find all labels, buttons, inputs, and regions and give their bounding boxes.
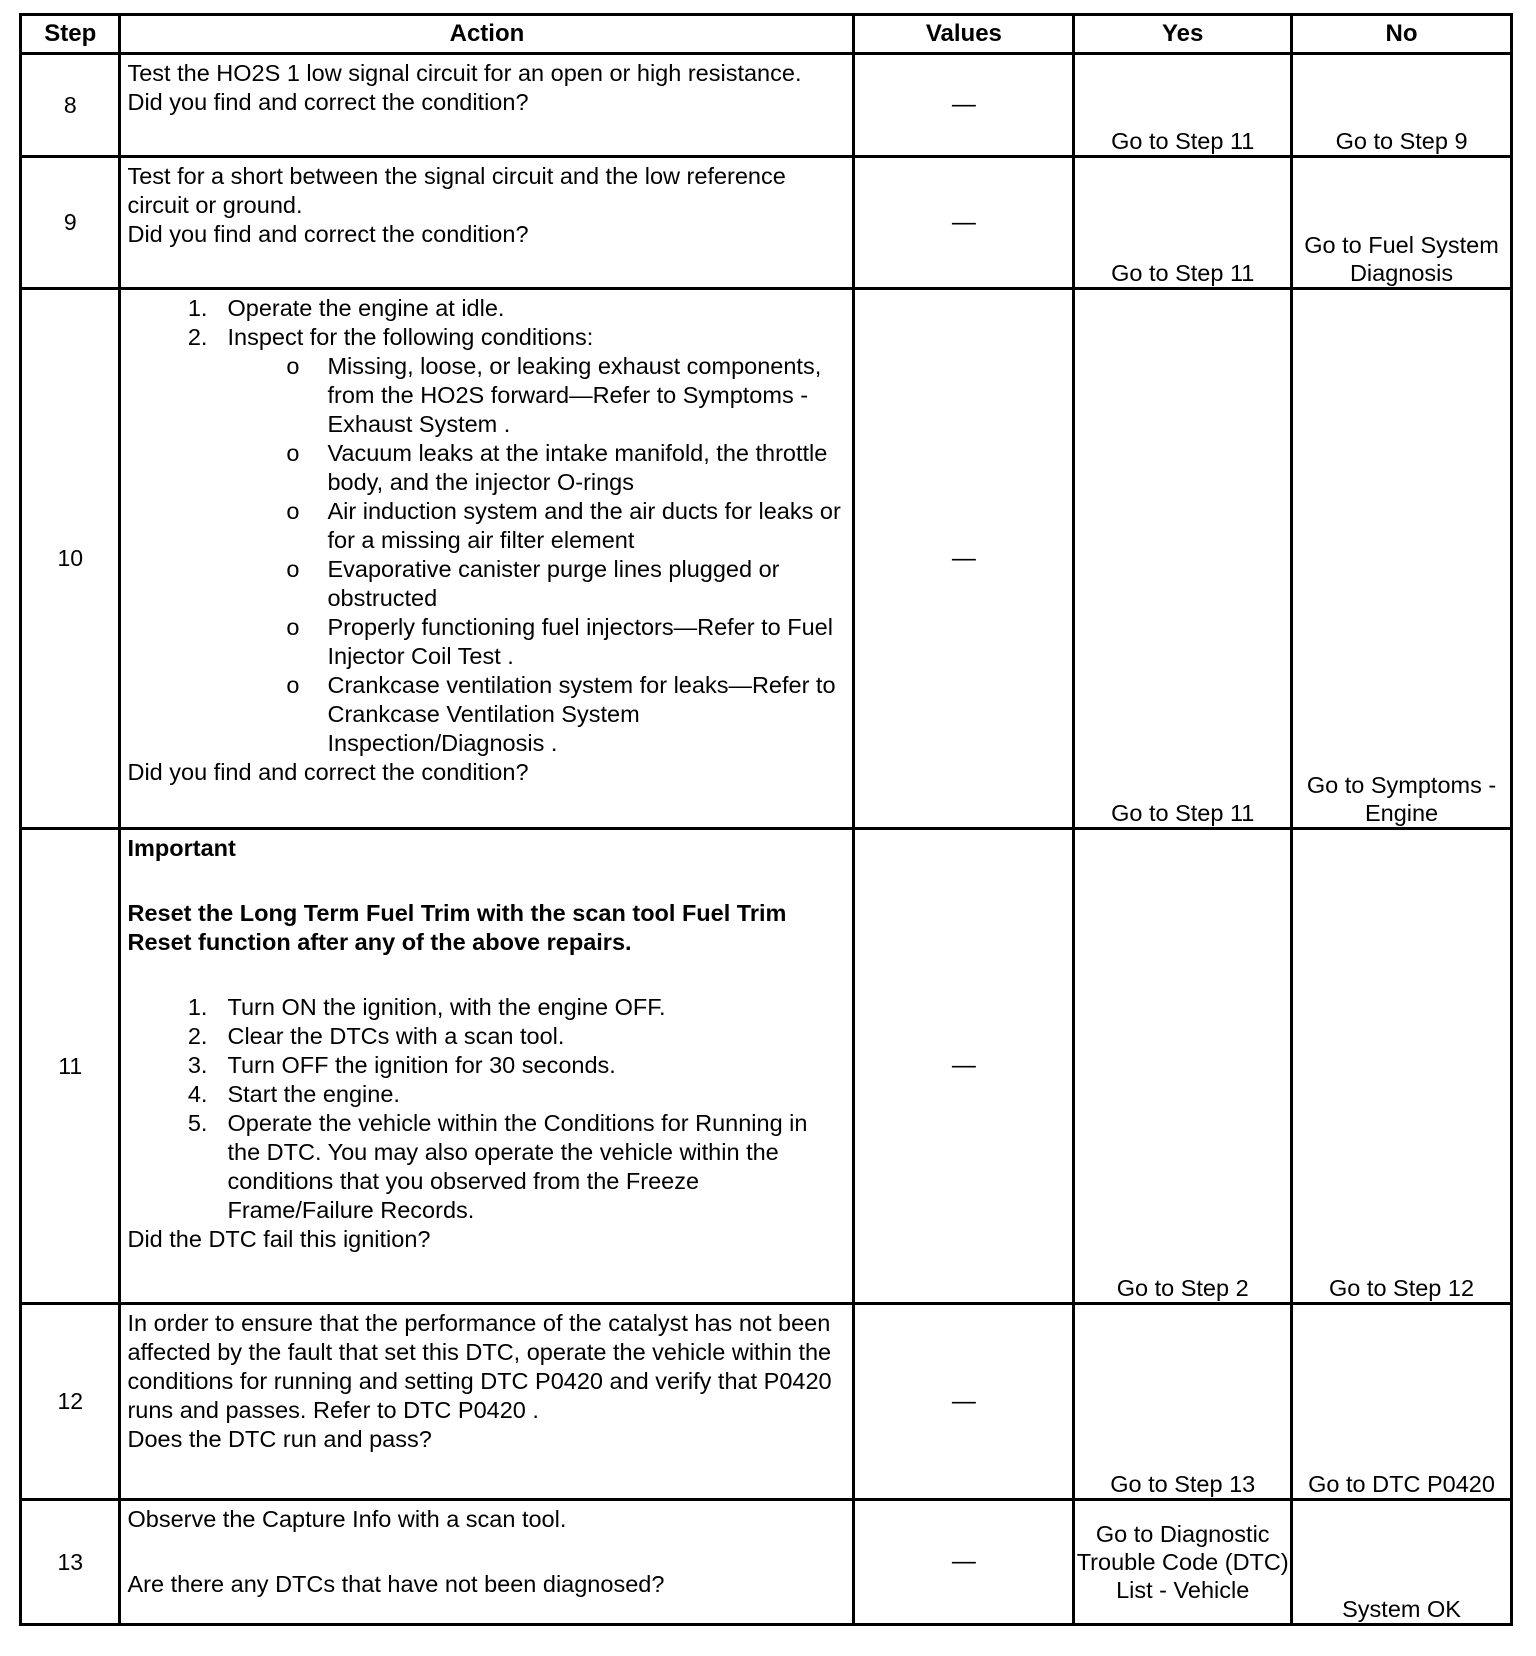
no-cell: Go to DTC P0420 (1292, 1304, 1512, 1500)
values-cell: — (854, 54, 1074, 157)
important-title: Important (127, 835, 236, 861)
header-no: No (1292, 15, 1512, 54)
table-row-step-12 (21, 1304, 1512, 1500)
header-yes: Yes (1074, 15, 1292, 54)
action-cell (120, 1304, 854, 1500)
action-text: In order to ensure that the performance of the catalyst has not been affected by the fault that set this DTC, operate the vehicle within the conditions for running and setting DTC P0420 and verify that P0420 runs and passes. Refer to DTC P0420 . (127, 1310, 832, 1423)
yes-cell: Go to Diagnostic Trouble Code (DTC) List - Vehicle (1074, 1500, 1292, 1625)
table-row-step-11 (21, 829, 1512, 1304)
sub-list-item: o Missing, loose, or leaking exhaust components, from the HO2S forward—Refer to Symptoms - Exhaust System . (286, 353, 822, 437)
action-question: Does the DTC run and pass? (127, 1426, 432, 1452)
list-item: 2. Inspect for the following conditions: (187, 324, 594, 350)
action-question: Did you find and correct the condition? (127, 89, 529, 115)
no-cell: System OK (1292, 1500, 1512, 1625)
diagnostic-table (19, 13, 1513, 1626)
step-number: 11 (21, 829, 120, 1304)
header-step: Step (21, 15, 120, 54)
sub-list-item: o Air induction system and the air ducts for leaks or for a missing air filter element (286, 498, 841, 553)
no-cell: Go to Step 9 (1292, 54, 1512, 157)
list-item: 2. Clear the DTCs with a scan tool. (187, 1023, 565, 1049)
action-question: Did the DTC fail this ignition? (127, 1226, 431, 1252)
step-number: 10 (21, 289, 120, 829)
values-cell: — (854, 289, 1074, 829)
action-question: Are there any DTCs that have not been diagnosed? (127, 1571, 665, 1597)
no-cell: Go to Step 12 (1292, 829, 1512, 1304)
numbered-list (127, 993, 844, 1225)
action-question: Did you find and correct the condition? (127, 759, 529, 785)
numbered-list (127, 294, 844, 352)
values-cell: — (854, 1304, 1074, 1500)
action-cell (120, 289, 854, 829)
sub-list-item: o Crankcase ventilation system for leaks—Refer to Crankcase Ventilation System Inspection/Diagnosis . (286, 672, 836, 756)
condition-list (127, 352, 844, 758)
action-text: Observe the Capture Info with a scan tool. (127, 1506, 567, 1532)
values-cell: — (854, 1500, 1074, 1625)
table-row-step-9 (21, 157, 1512, 289)
table-row-step-10 (21, 289, 1512, 829)
list-item: 3. Turn OFF the ignition for 30 seconds. (187, 1052, 616, 1078)
sub-list-item: o Properly functioning fuel injectors—Refer to Fuel Injector Coil Test . (286, 614, 833, 669)
list-item: 1. Operate the engine at idle. (187, 295, 505, 321)
step-number: 9 (21, 157, 120, 289)
sub-list-item: o Evaporative canister purge lines plugged or obstructed (286, 556, 780, 611)
yes-cell: Go to Step 2 (1074, 829, 1292, 1304)
step-number: 13 (21, 1500, 120, 1625)
sub-list-item: o Vacuum leaks at the intake manifold, the throttle body, and the injector O-rings (286, 440, 828, 495)
yes-cell: Go to Step 11 (1074, 289, 1292, 829)
list-item: 1. Turn ON the ignition, with the engine OFF. (187, 994, 666, 1020)
no-cell: Go to Symptoms - Engine (1292, 289, 1512, 829)
values-cell: — (854, 829, 1074, 1304)
yes-cell: Go to Step 11 (1074, 54, 1292, 157)
list-item: 5. Operate the vehicle within the Conditions for Running in the DTC. You may also operate the vehicle within the conditions that you observed from the Freeze Frame/Failure Records. (187, 1110, 808, 1223)
list-item: 4. Start the engine. (187, 1081, 400, 1107)
step-number: 12 (21, 1304, 120, 1500)
action-cell (120, 54, 854, 157)
table-row-step-13 (21, 1500, 1512, 1625)
action-cell (120, 1500, 854, 1625)
no-cell: Go to Fuel System Diagnosis (1292, 157, 1512, 289)
action-text: Test the HO2S 1 low signal circuit for an open or high resistance. (127, 60, 802, 86)
values-cell: — (854, 157, 1074, 289)
yes-cell: Go to Step 13 (1074, 1304, 1292, 1500)
step-number: 8 (21, 54, 120, 157)
yes-cell: Go to Step 11 (1074, 157, 1292, 289)
action-cell (120, 157, 854, 289)
header-row (21, 15, 1512, 54)
header-values: Values (854, 15, 1074, 54)
action-cell (120, 829, 854, 1304)
table-row-step-8 (21, 54, 1512, 157)
action-text: Test for a short between the signal circuit and the low reference circuit or ground. (127, 163, 786, 218)
header-action: Action (120, 15, 854, 54)
important-note: Reset the Long Term Fuel Trim with the scan tool Fuel Trim Reset function after any of the above repairs. (127, 900, 787, 955)
action-question: Did you find and correct the condition? (127, 221, 529, 247)
